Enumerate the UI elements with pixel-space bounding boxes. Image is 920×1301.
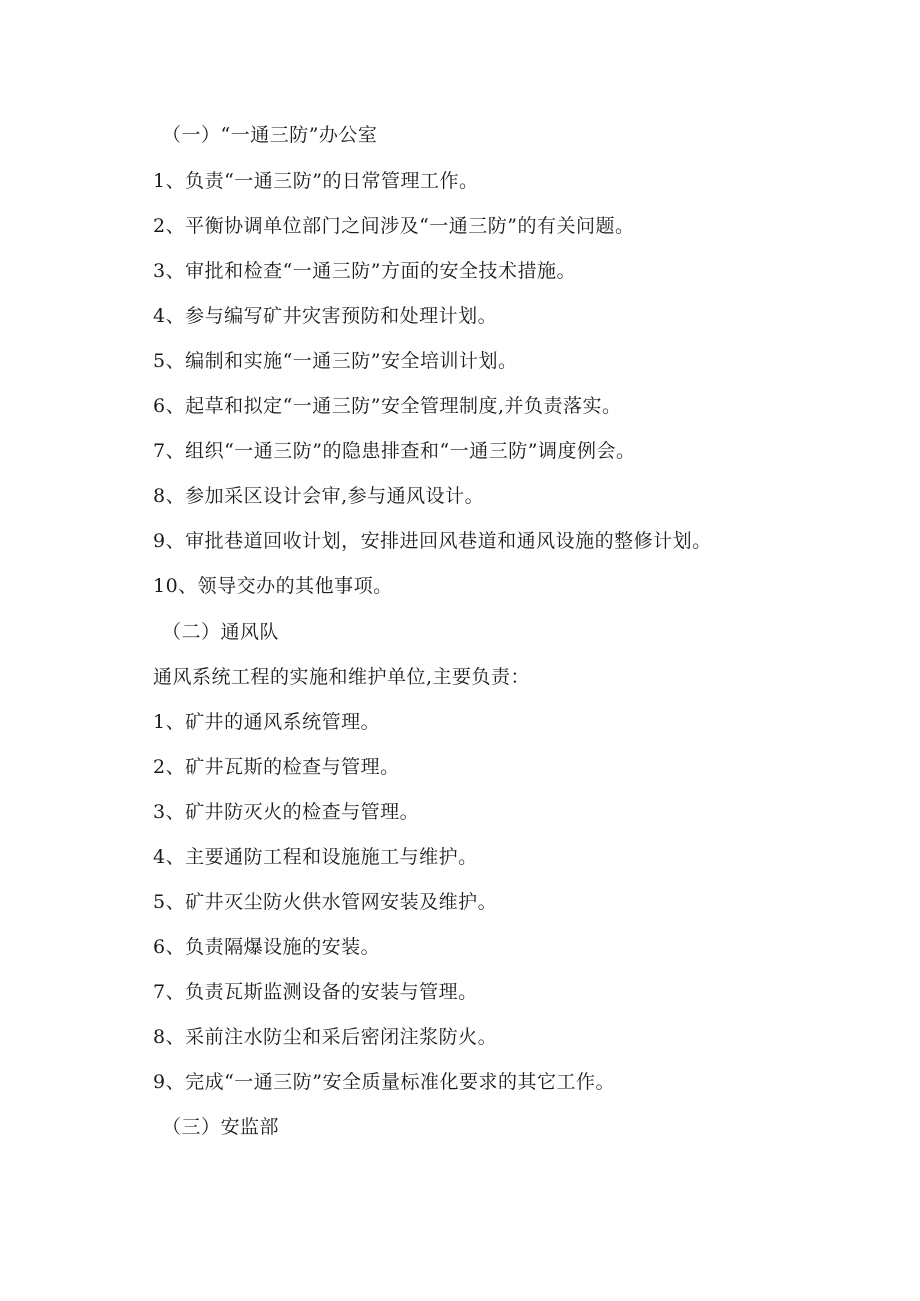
- list-item: 1、矿井的通风系统管理。: [153, 711, 381, 733]
- list-item: 2、矿井瓦斯的检查与管理。: [153, 756, 400, 778]
- section-heading-1: （一）“一通三防”办公室: [162, 124, 378, 146]
- list-item: 3、审批和检查“一通三防”方面的安全技术措施。: [153, 260, 577, 282]
- list-item: 10、领导交办的其他事项。: [153, 575, 393, 597]
- list-item: 1、负责“一通三防”的日常管理工作。: [153, 170, 479, 192]
- list-item: 5、编制和实施“一通三防”安全培训计划。: [153, 350, 518, 372]
- list-item: 4、主要通防工程和设施施工与维护。: [153, 846, 478, 868]
- list-item: 3、矿井防灭火的检查与管理。: [153, 801, 420, 823]
- list-item: 9、完成“一通三防”安全质量标准化要求的其它工作。: [153, 1071, 616, 1093]
- section-heading-2: （二）通风队: [162, 621, 280, 643]
- section-heading-3: （三）安监部: [162, 1116, 280, 1138]
- list-item: 6、负责隔爆设施的安装。: [153, 936, 381, 958]
- list-item: 6、起草和拟定“一通三防”安全管理制度,并负责落实。: [153, 395, 622, 417]
- list-item: 5、矿井灭尘防火供水管网安装及维护。: [153, 891, 498, 913]
- list-item: 2、平衡协调单位部门之间涉及“一通三防”的有关问题。: [153, 215, 635, 237]
- list-item: 9、审批巷道回收计划，安排进回风巷道和通风设施的整修计划。: [153, 530, 712, 552]
- section-intro: 通风系统工程的实施和维护单位,主要负责：: [153, 666, 531, 688]
- list-item: 8、参加采区设计会审,参与通风设计。: [153, 485, 485, 507]
- list-item: 7、组织“一通三防”的隐患排查和“一通三防”调度例会。: [153, 440, 636, 462]
- list-item: 8、采前注水防尘和采后密闭注浆防火。: [153, 1026, 498, 1048]
- list-item: 4、参与编写矿井灾害预防和处理计划。: [153, 305, 498, 327]
- list-item: 7、负责瓦斯监测设备的安装与管理。: [153, 981, 478, 1003]
